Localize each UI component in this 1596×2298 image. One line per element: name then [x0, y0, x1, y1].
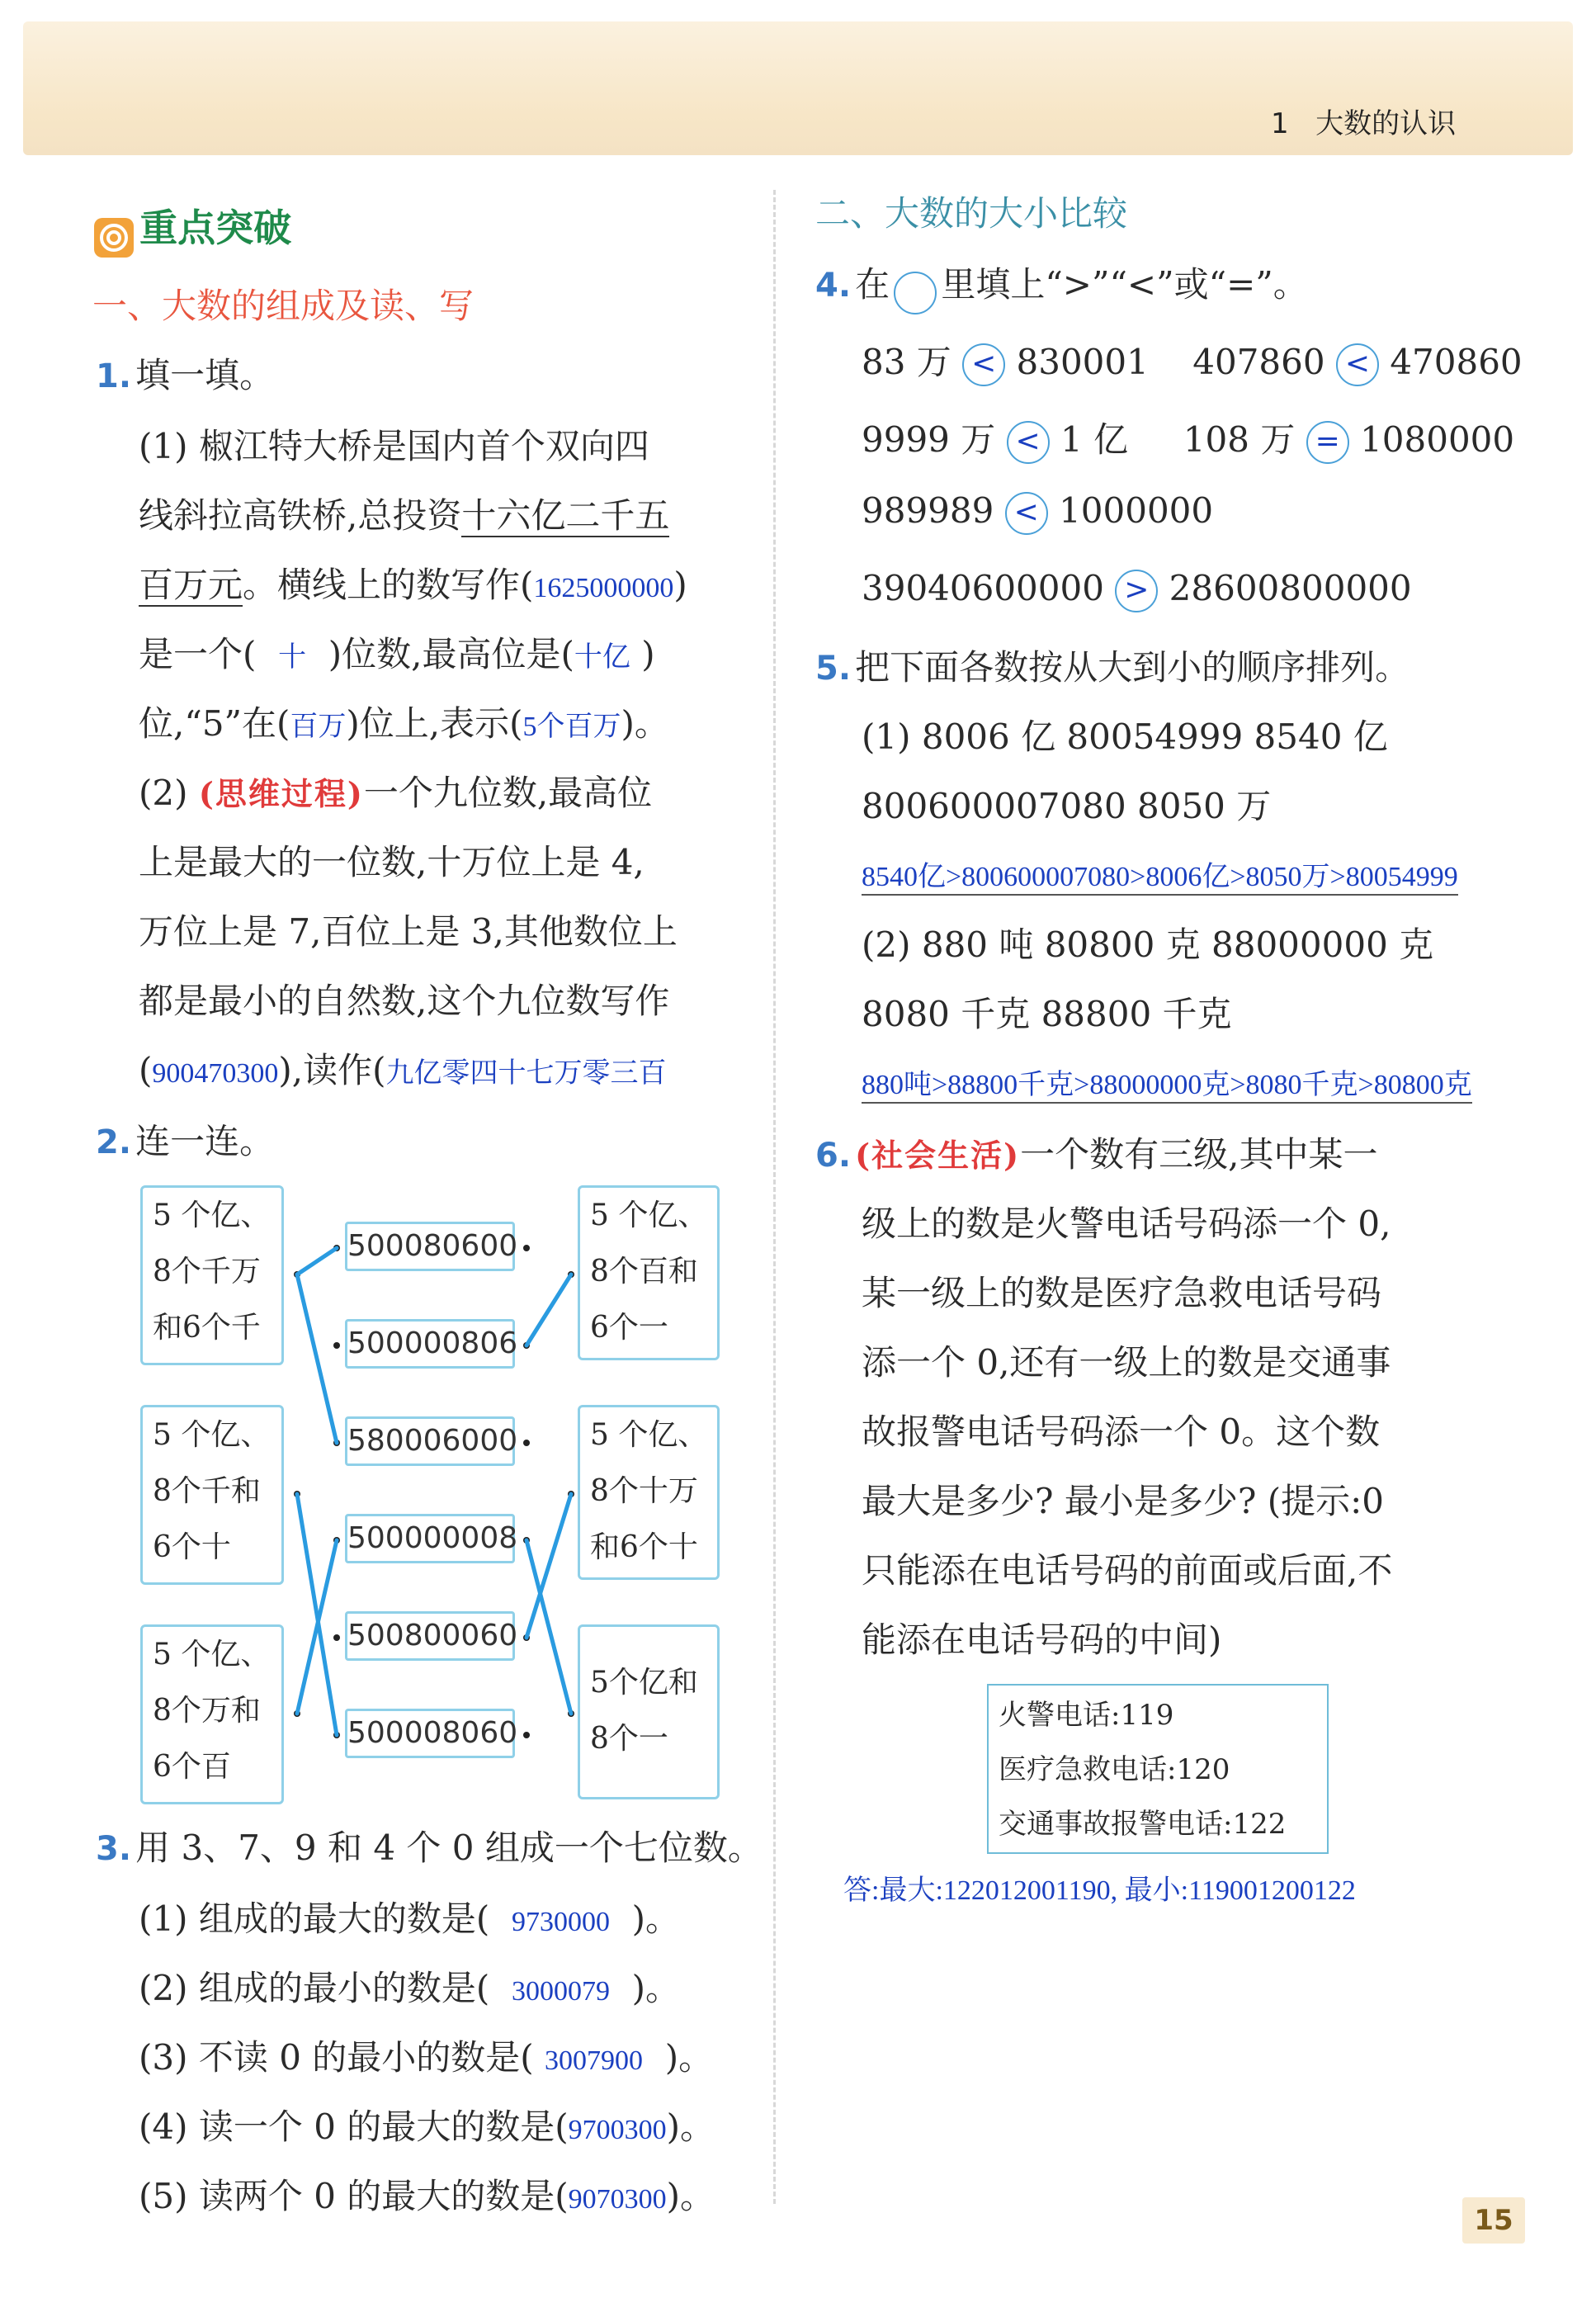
answer: 1625000000 [533, 573, 674, 603]
box-line: 8个千和 [153, 1474, 261, 1508]
q6-line5: 故报警电话号码添一个 0。这个数 [862, 1411, 1381, 1452]
box-line: 8个万和 [153, 1694, 261, 1728]
connector-dot [333, 1440, 340, 1446]
compare-circle: < [1005, 492, 1048, 535]
text: 在 [855, 264, 890, 305]
text: 一个九位数,最高位 [363, 773, 653, 813]
question-title: 连一连。 [135, 1121, 275, 1161]
connector-dot [523, 1342, 530, 1349]
q1-p2-line5 [139, 1043, 667, 1093]
compare-circle: = [1306, 421, 1349, 464]
box-line: 8个千万 [153, 1255, 261, 1288]
text: ) [641, 634, 655, 674]
q6-line6: 最大是多少? 最小是多少? (提示:0 [862, 1481, 1384, 1521]
box-line: 5 个亿、 [153, 1199, 271, 1232]
compare-row-2 [862, 413, 1514, 464]
text: 里填上“>”“<”或“=”。 [941, 264, 1308, 305]
compare-row-3 [862, 490, 1213, 535]
value: 1000000 [1059, 490, 1214, 531]
box-line: 8个百和 [590, 1255, 698, 1288]
q1-p1-line4 [139, 627, 655, 677]
box-line: 5 个亿、 [153, 1418, 271, 1452]
number-box-2: 500000806 [345, 1319, 515, 1369]
connector-dot [333, 1537, 340, 1544]
value: 830001 [1016, 342, 1149, 382]
connector-dot [294, 1491, 300, 1497]
answer: 十亿 [574, 642, 630, 673]
answer: 十 [278, 642, 307, 673]
compare-circle: < [962, 343, 1005, 386]
question-number: 4. [815, 267, 852, 305]
box-line: 8个一 [590, 1722, 668, 1756]
text: (3) 不读 0 的最小的数是( [139, 2037, 534, 2078]
q5-p2-answer: 880吨>88800千克>88000000克>8080千克>80800克 [862, 1062, 1472, 1104]
box-line: 8个十万 [590, 1474, 698, 1508]
q1-p2-line1 [139, 766, 652, 816]
q1-p1-line5 [139, 697, 669, 746]
compare-row-4 [862, 568, 1412, 612]
q6-line7: 只能添在电话号码的前面或后面,不 [862, 1550, 1393, 1591]
number-box-3: 580006000 [345, 1416, 515, 1466]
chapter-title [1271, 101, 1456, 141]
question-number: 1. [96, 357, 132, 395]
box-line: 5 个亿、 [153, 1638, 271, 1671]
text: )。 [666, 2106, 715, 2147]
compare-row-1 [862, 335, 1523, 386]
key-points-heading [92, 198, 291, 259]
q6-answer: 答:最大:122012001190, 最小:119001200122 [843, 1875, 1356, 1906]
answer: 900470300 [152, 1058, 279, 1089]
connector-dot [294, 1271, 300, 1278]
q5-p1-answer: 8540亿>800600007080>8006亿>8050万>80054999 [862, 853, 1458, 896]
q3-item-4 [139, 2100, 715, 2149]
value: 39040600000 [862, 568, 1104, 608]
text: (1) 组成的最大的数是( [139, 1898, 490, 1939]
value: 9999 万 [862, 419, 996, 460]
box-line: 6个十 [153, 1530, 231, 1564]
number-box-5: 500800060 [345, 1611, 515, 1661]
q1-p1-line2 [139, 489, 669, 538]
match-line [526, 1494, 571, 1638]
text: (2) [139, 773, 188, 813]
match-line [297, 1274, 337, 1443]
box-line: 和6个十 [590, 1530, 698, 1564]
text: )。 [631, 1968, 681, 2008]
phone-numbers-box [987, 1684, 1329, 1854]
connector-dot [568, 1710, 574, 1717]
q6-line3: 某一级上的数是医疗急救电话号码 [862, 1273, 1382, 1313]
text: ) [673, 565, 687, 605]
question-2-header [96, 1114, 274, 1164]
text: 线斜拉高铁桥,总投资 [139, 495, 462, 536]
q6-line4: 添一个 0,还有一级上的数是交通事 [862, 1342, 1391, 1383]
value: 28600800000 [1169, 568, 1412, 608]
answer: 3000079 [511, 1976, 610, 2007]
connector-dot [568, 1491, 574, 1497]
section-2-title: 二、大数的大小比较 [815, 193, 1128, 234]
q1-p2-line3: 万位上是 7,百位上是 3,其他数位上 [139, 911, 678, 952]
connector-dot [523, 1440, 530, 1446]
answer: 9070300 [568, 2184, 667, 2215]
text: 一个数有三级,其中某一 [1020, 1134, 1378, 1175]
q5-p1-line1: (1) 8006 亿 80054999 8540 亿 [862, 716, 1388, 757]
answer: 3007900 [545, 2045, 644, 2076]
q1-p1-line1: (1) 椒江特大桥是国内首个双向四 [139, 426, 649, 466]
answer: 百万 [290, 712, 347, 742]
left-box-3 [140, 1624, 284, 1804]
fire-phone: 火警电话:119 [999, 1699, 1174, 1732]
box-line: 和6个千 [153, 1311, 261, 1345]
connector-dot [333, 1732, 340, 1738]
text: )。 [666, 2176, 715, 2216]
text: ),读作( [278, 1050, 386, 1090]
page-number: 15 [1462, 2197, 1525, 2244]
q6-line8: 能添在电话号码的中间) [862, 1619, 1222, 1660]
text: )。 [621, 703, 669, 744]
question-title: 把下面各数按从大到小的顺序排列。 [855, 647, 1410, 688]
chapter-number: 1 [1271, 107, 1289, 140]
value: 989989 [862, 490, 994, 531]
connector-dot [333, 1245, 340, 1251]
section-1-title: 一、大数的组成及读、写 [92, 286, 475, 326]
connector-dot [523, 1537, 530, 1544]
left-box-1 [140, 1185, 284, 1365]
q3-item-1 [139, 1892, 680, 1941]
box-line: 6个一 [590, 1311, 668, 1345]
connector-dot [333, 1634, 340, 1641]
text: (2) 组成的最小的数是( [139, 1968, 490, 2008]
text: )位数,最高位是( [328, 634, 574, 674]
right-box-3 [578, 1624, 720, 1799]
right-box-2 [578, 1405, 720, 1580]
value: 470860 [1390, 342, 1523, 382]
text: 位,“5”在( [139, 703, 290, 744]
question-6-header [815, 1128, 1377, 1177]
thinking-tag: (思维过程) [198, 775, 364, 812]
compare-circle: > [1115, 570, 1158, 612]
box-line: 5 个亿、 [590, 1199, 708, 1232]
answer: 9730000 [511, 1907, 610, 1937]
text: (4) 读一个 0 的最大的数是( [139, 2106, 569, 2147]
column-divider [773, 190, 776, 2204]
text: )。 [664, 2037, 714, 2078]
answer: 9700300 [568, 2115, 667, 2145]
question-number: 6. [815, 1137, 852, 1175]
compare-circle: < [1007, 421, 1050, 464]
q3-item-3 [139, 2031, 713, 2080]
underlined-text: 百万元 [139, 565, 243, 605]
box-line: 5个亿和 [590, 1666, 698, 1700]
value: 1 亿 [1060, 419, 1129, 460]
match-line [297, 1494, 337, 1735]
traffic-phone: 交通事故报警电话:122 [999, 1808, 1287, 1841]
answer: 5个百万 [522, 712, 621, 742]
match-line [297, 1248, 337, 1274]
question-number: 3. [96, 1830, 132, 1868]
match-line [526, 1540, 571, 1714]
compare-circle: < [1336, 343, 1379, 386]
box-line: 5 个亿、 [590, 1418, 708, 1452]
q3-item-5 [139, 2169, 715, 2219]
answer: 九亿零四十七万零三百 [385, 1058, 667, 1089]
value: 108 万 [1183, 419, 1296, 460]
medical-phone: 医疗急救电话:120 [999, 1753, 1230, 1786]
q1-p1-line3 [139, 558, 687, 608]
q3-item-2 [139, 1961, 680, 2011]
question-3-header [96, 1821, 763, 1870]
text: 。横线上的数写作( [243, 565, 534, 605]
q5-p1-line2: 800600007080 8050 万 [862, 786, 1272, 826]
question-title: 填一填。 [135, 355, 275, 395]
value: 83 万 [862, 342, 951, 382]
key-points-title: 重点突破 [139, 206, 292, 250]
text: (5) 读两个 0 的最大的数是( [139, 2176, 569, 2216]
question-4-header [815, 258, 1308, 314]
connector-dot [523, 1245, 530, 1251]
connector-dot [294, 1710, 300, 1717]
chapter-name: 大数的认识 [1315, 107, 1457, 140]
box-line: 6个百 [153, 1750, 231, 1784]
empty-circle-icon [894, 272, 937, 314]
text: )。 [631, 1898, 681, 1939]
connector-dot [523, 1634, 530, 1641]
value: 1080000 [1360, 419, 1515, 460]
q1-p2-line2: 上是最大的一位数,十万位上是 4, [139, 842, 645, 882]
q6-line2: 级上的数是火警电话号码添一个 0, [862, 1203, 1391, 1244]
underlined-text: 十六亿二千五 [461, 495, 670, 536]
match-line [297, 1540, 337, 1714]
social-life-tag: (社会生活) [855, 1137, 1021, 1174]
left-box-2 [140, 1405, 284, 1585]
number-box-4: 500000008 [345, 1514, 515, 1563]
q5-p2-line1: (2) 880 吨 80800 克 88000000 克 [862, 924, 1434, 965]
target-icon [92, 216, 135, 259]
text: )位上,表示( [346, 703, 523, 744]
connector-dot [568, 1271, 574, 1278]
connector-dot [333, 1342, 340, 1349]
q5-p2-line2: 8080 千克 88800 千克 [862, 994, 1232, 1034]
question-1-header [96, 348, 274, 398]
text: 是一个( [139, 634, 257, 674]
question-number: 5. [815, 650, 852, 688]
connector-dot [523, 1732, 530, 1738]
text: ( [139, 1050, 153, 1090]
question-number: 2. [96, 1123, 132, 1161]
match-line [526, 1274, 571, 1345]
value: 407860 [1192, 342, 1325, 382]
q1-p2-line4: 都是最小的自然数,这个九位数写作 [139, 981, 670, 1021]
number-box-6: 500008060 [345, 1709, 515, 1758]
right-box-1 [578, 1185, 720, 1360]
number-box-1: 500080600 [345, 1222, 515, 1271]
question-5-header [815, 641, 1409, 690]
question-title: 用 3、7、9 和 4 个 0 组成一个七位数。 [135, 1828, 763, 1868]
